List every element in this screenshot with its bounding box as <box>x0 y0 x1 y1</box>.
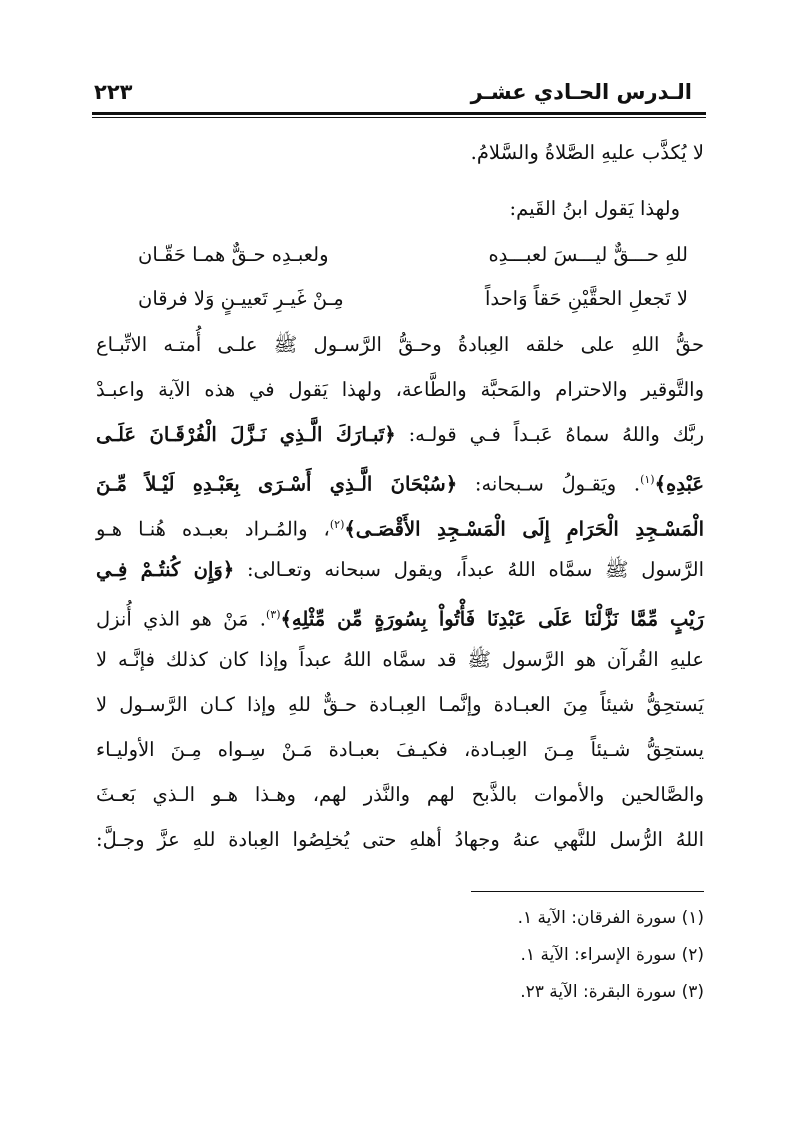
poem-verse-1-second-hemistich: ولعبـدِه حـقٌّ همـا حَقّـان <box>138 243 329 266</box>
quran-quote: ﴿سُبْحَانَ الَّـذِي أَسْـرَى بِعَبْـدِهِ لَيْـلاً مِّـنَ <box>96 472 458 496</box>
header-rule-thick <box>92 112 706 115</box>
body-text: ، والمُـراد بعبـده هُنـا هـو <box>96 517 330 541</box>
body-line-1: لا يُكذَّب عليهِ الصَّلاةُ والسَّلامُ. <box>470 141 704 164</box>
body-line-13: والصَّالحين والأموات بالذَّبح لهم والنَّذر لهم، وهـذا هـو الـذي بَعـثَ <box>96 783 704 806</box>
body-line-4: والتَّوقير والاحترام والمَحبَّة والطَّاعة، ولهذا يَقول في هذه الآية واعبـدْ <box>96 378 704 401</box>
body-line-5 <box>96 420 704 450</box>
quran-quote: رَيْبٍ مِّمَّا نَزَّلْنَا عَلَى عَبْدِنَا فَأْتُواْ بِسُورَةٍ مِّن مِّثْلِهِ﴾ <box>280 607 704 631</box>
body-line-12: يستحِقُّ شـيئاً مِـنَ العِبـادة، فكيـفَ بعبـادة مَـنْ سِـواه مِـنَ الأوليـاء <box>96 738 704 761</box>
footnote-separator <box>471 891 704 892</box>
poem-verse-2-second-hemistich: مِـنْ غَيـرِ تَعييـنٍ وَلا فرقان <box>138 287 344 310</box>
body-text: . ويَقـولُ سـبحانه: <box>457 472 641 496</box>
body-line-10: عليهِ القُرآن هو الرَّسول ﷺ قد سمَّاه اللهُ عبداً وإذا كان كذلك فإنَّـه لا <box>96 648 704 671</box>
quran-quote: عَبْدِهِ﴾ <box>654 472 704 496</box>
footnote-reference-2: (٢) <box>329 518 345 531</box>
body-line-6 <box>96 465 704 500</box>
footnote-1: (١) سورة الفرقان: الآية ١. <box>517 908 704 928</box>
running-header-title: الـدرس الحـادي عشـر <box>470 80 692 104</box>
header-rule-thin <box>92 117 706 118</box>
footnote-2: (٢) سورة الإسراء: الآية ١. <box>520 945 704 965</box>
body-line-9 <box>96 600 704 635</box>
body-line-3: حقُّ اللهِ على خلقه العِبادةُ وحـقُّ الرَّسـول ﷺ علـى أُمتـه الاتِّبـاع <box>96 333 704 356</box>
body-line-14: اللهُ الرُّسل للنَّهي عنهُ وجهادُ أهلهِ حتى يُخلِصُوا العِبادة للهِ عزَّ وجـلَّ: <box>96 828 704 851</box>
poem-verse-2-first-hemistich: لا تَجعلِ الحقَّيْنِ حَقاً وَاحداً <box>484 287 688 310</box>
body-line-8 <box>96 555 704 585</box>
body-text: . مَنْ هو الذي أُنزل <box>96 607 266 631</box>
page-number: ٢٢٣ <box>94 80 133 104</box>
quran-quote: الْمَسْـجِدِ الْحَرَامِ إِلَى الْمَسْـجِدِ الأَقْصَـى﴾ <box>344 517 704 541</box>
body-text: الرَّسول ﷺ سمَّاه اللهُ عبداً، ويقول سبحانه وتعـالى: <box>234 558 704 581</box>
body-line-7 <box>96 510 704 545</box>
body-line-2: ولهذا يَقول ابنُ القَيم: <box>509 197 680 220</box>
quran-quote: ﴿تَبـارَكَ الَّـذِي نَـزَّلَ الْفُرْقَـانَ عَلَـى <box>96 423 396 446</box>
body-text: ربَّك واللهُ سماهُ عَبـداً فـي قولـه: <box>395 423 704 446</box>
footnote-3: (٣) سورة البقرة: الآية ٢٣. <box>520 982 704 1002</box>
footnote-reference-3: (٣) <box>265 608 281 621</box>
quran-quote: ﴿وَإِن كُنتُـمْ فِـي <box>96 558 235 581</box>
poem-verse-1-first-hemistich: للهِ حـــقٌّ ليـــسَ لعبـــدِه <box>488 243 688 266</box>
footnote-reference-1: (١) <box>640 473 655 486</box>
body-line-11: يَستحِقُّ شيئاً مِنَ العبـادة وإنَّمـا العِبـادة حـقٌّ للهِ وإذا كـان الرَّسـول لا <box>96 693 704 716</box>
